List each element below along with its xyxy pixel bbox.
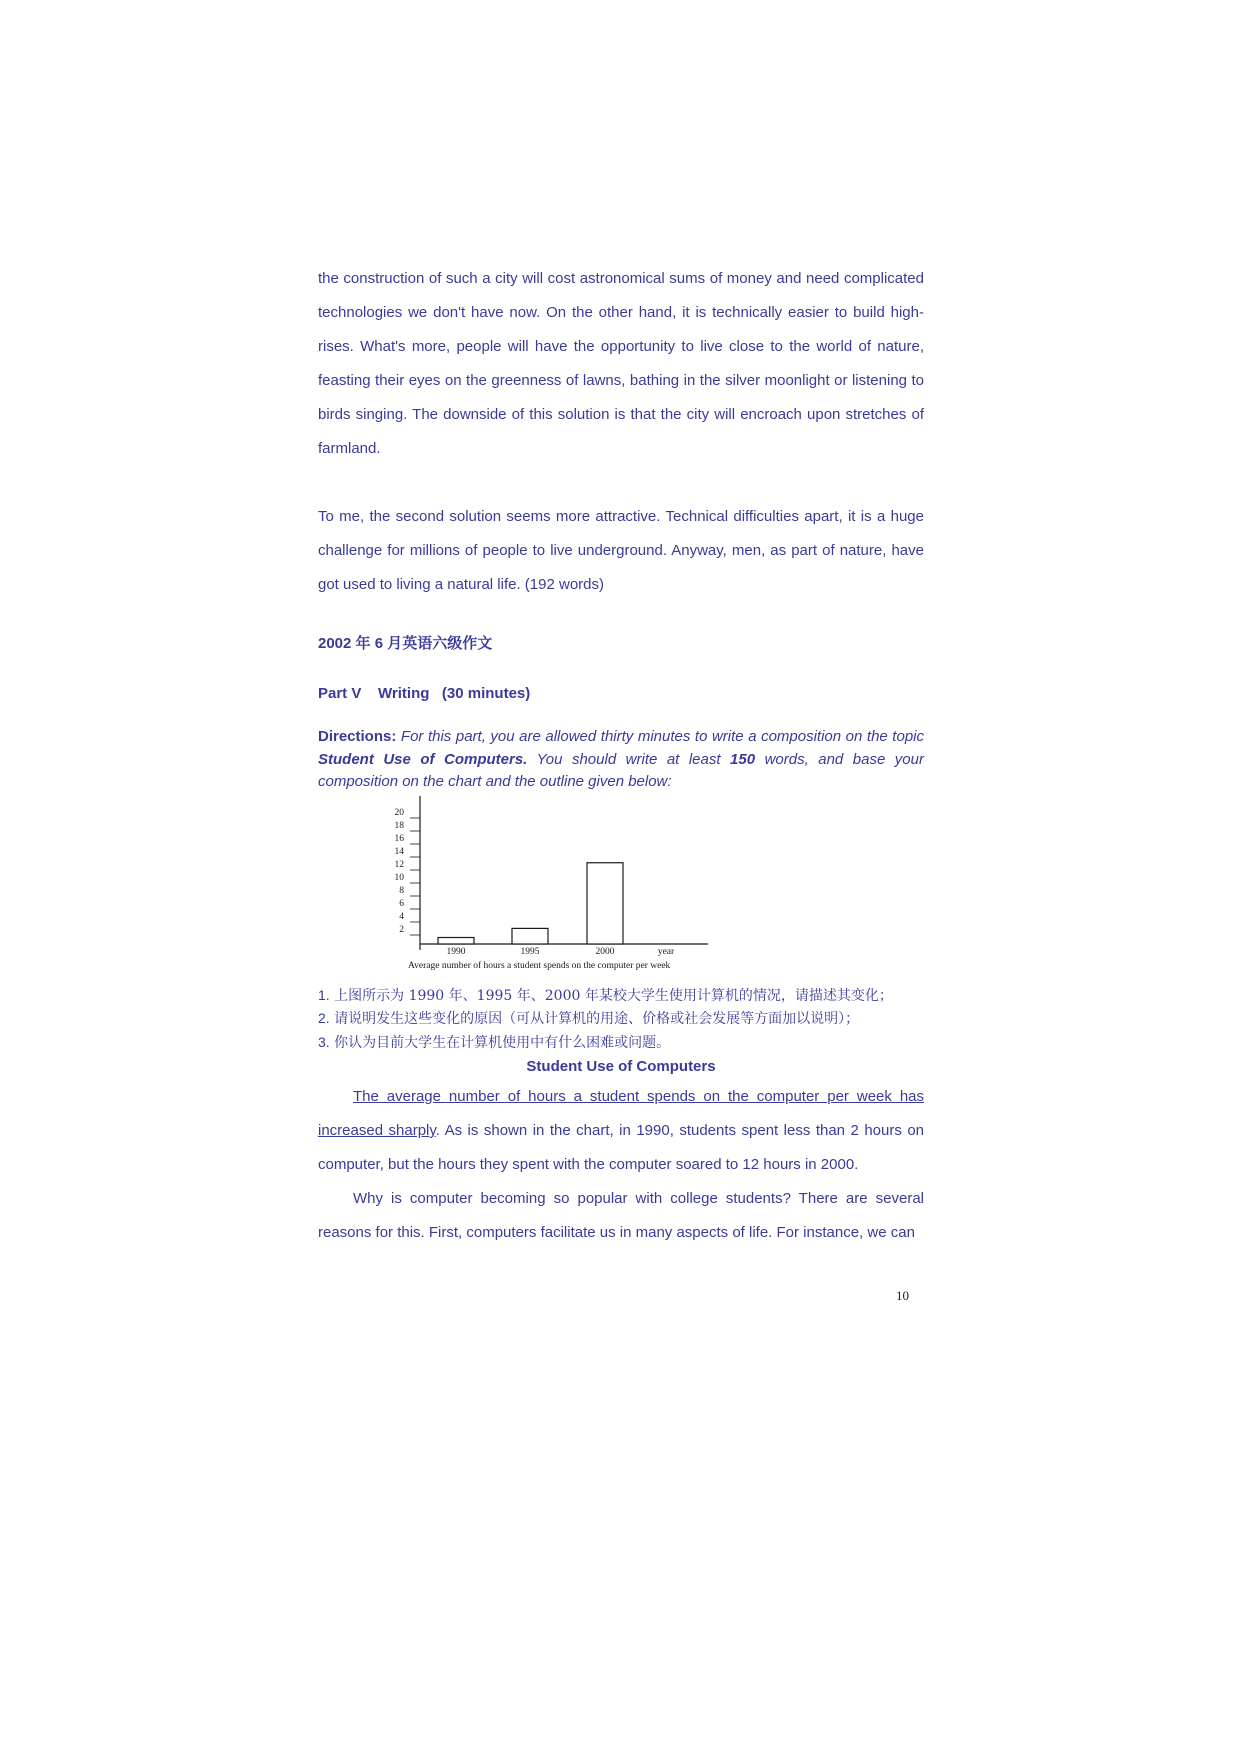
directions-topic: Student Use of Computers. [318,750,528,768]
essay-paragraph-1 [318,1080,924,1182]
directions-text-3: words, and base your composition on the chart and the outline given below: [318,750,924,790]
y-tick-label: 4 [399,911,404,922]
directions-text-1: For this part, you are allowed thirty minutes to write a composition on the topic [396,728,924,745]
bar-2000 [587,862,623,943]
chart-caption: Average number of hours a student spends on the computer per week [408,960,671,971]
y-tick-label: 20 [394,807,404,818]
outline-text: 你认为目前大学生在计算机使用中有什么困难或问题。 [334,1034,671,1051]
x-axis-label: year [657,946,675,957]
directions-lead: Directions: [318,728,397,745]
essay-thesis: The average number of hours a student spends on the computer per week has increased sharply [318,1088,924,1139]
directions [318,726,924,794]
chart-svg [318,794,924,974]
part-heading: Part V Writing (30 minutes) [318,685,531,702]
essay-p1-rest: . As is shown in the chart, in 1990, students spent less than 2 hours on computer, but the hours they spent with the computer soared to 12 hours in 2000. [318,1122,924,1173]
y-tick-label: 2 [399,924,404,935]
y-tick-label: 8 [399,885,404,896]
paragraph-2: To me, the second solution seems more attractive. Technical difficulties apart, it is a huge challenge for millions of people to live underground. Anyway, men, as part of nature, have got used to living a natural life. (192 words) [318,508,924,593]
y-tick-label: 12 [394,859,404,870]
page-number: 10 [896,1288,909,1303]
y-tick-label: 16 [394,833,404,844]
essay-title: Student Use of Computers [526,1058,716,1075]
x-tick-label: 1995 [520,946,540,957]
document-page [318,262,924,1250]
x-tick-label: 2000 [595,946,615,957]
y-tick-label: 14 [394,846,404,857]
outline-item [318,1007,924,1031]
bar-1995 [512,928,548,944]
directions-word-count: 150 [730,750,756,768]
outline-num: 3. [318,1033,330,1050]
outline-item [318,1031,924,1055]
directions-text-2: You should write at least [527,750,731,768]
bar-chart [318,794,924,974]
outline-list [318,984,924,1055]
bar-1990 [438,937,474,944]
x-tick-label: 1990 [446,946,466,957]
y-tick-label: 10 [394,872,404,883]
section-title: 2002 年 6 月英语六级作文 [318,635,493,652]
y-tick-label: 6 [399,898,404,909]
essay-paragraph-2: Why is computer becoming so popular with college students? There are several reasons for this. First, computers facilitate us in many aspects of life. For instance, we can [318,1190,924,1241]
paragraph-1: the construction of such a city will cost astronomical sums of money and need complicated technologies we don't have now. On the other hand, it is technically easier to build high-rises. What's more, people will have the opportunity to live close to the world of nature, feasting their eyes on the greenness of lawns, bathing in the silver moonlight or listening to birds singing. The downside of this solution is that the city will encroach upon stretches of farmland. [318,270,924,457]
y-tick-label: 18 [394,820,404,831]
outline-item [318,984,924,1008]
outline-num: 2. [318,1010,330,1026]
outline-text: 请说明发生这些变化的原因（可从计算机的用途、价格或社会发展等方面加以说明）； [334,1011,860,1027]
outline-text: 上图所示为 1990 年、1995 年、2000 年某校大学生使用计算机的情况，请描述其变化； [334,987,893,1004]
outline-num: 1. [318,986,330,1003]
